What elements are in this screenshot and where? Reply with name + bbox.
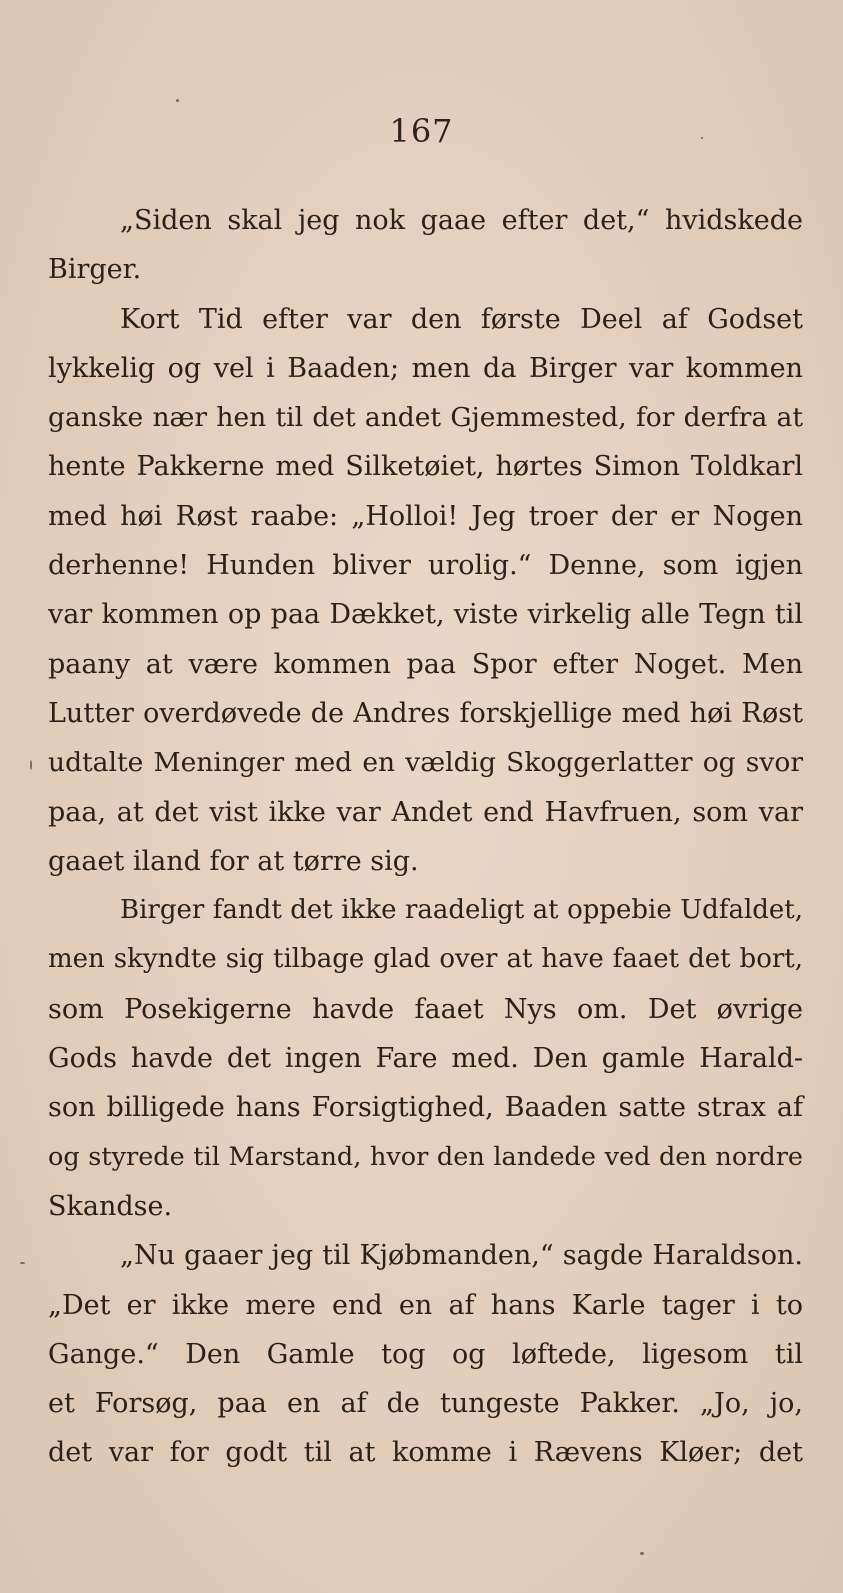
text-line: Skandse. — [48, 1190, 173, 1222]
text-line: „Nu gaaer jeg til Kjøbmanden,“ sagde Haraldson. — [120, 1240, 803, 1272]
text-line: udtalte Meninger med en vældig Skoggerlatter og svor — [48, 747, 803, 779]
text-line: med høi Røst raabe: „Holloi! Jeg troer der er Nogen — [48, 500, 803, 532]
text-line: et Forsøg, paa en af de tungeste Pakker. „Jo, jo, — [48, 1388, 803, 1420]
text-line: Birger. — [48, 254, 142, 286]
text-line: som Posekigerne havde faaet Nys om. Det øvrige — [48, 993, 803, 1025]
text-line: ganske nær hen til det andet Gjemmested, for derfra at — [48, 402, 803, 434]
text-line: „Det er ikke mere end en af hans Karle tager i to — [48, 1289, 803, 1321]
text-line: det var for godt til at komme i Rævens Kløer; det — [48, 1437, 803, 1469]
text-line: „Siden skal jeg nok gaae efter det,“ hvidskede — [120, 205, 803, 236]
text-line: hente Pakkerne med Silketøiet, hørtes Simon Toldkarl — [48, 451, 803, 483]
text-line: gaaet iland for at tørre sig. — [48, 845, 419, 877]
text-line: Gange.“ Den Gamle tog og løftede, ligesom til — [48, 1338, 803, 1370]
text-line: derhenne! Hunden bliver urolig.“ Denne, som igjen — [48, 550, 803, 582]
paper-speck — [640, 1552, 644, 1555]
text-line: men skyndte sig tilbage glad over at have faaet det bort, — [48, 944, 803, 975]
text-line: son billigede hans Forsigtighed, Baaden satte strax af — [48, 1092, 803, 1124]
text-line: lykkelig og vel i Baaden; men da Birger var kommen — [48, 352, 803, 384]
text-line: og styrede til Marstand, hvor den landede ved den nordre — [48, 1141, 803, 1172]
paper-speck — [30, 760, 32, 770]
paper-speck — [20, 1262, 25, 1264]
paper-speck — [701, 137, 703, 139]
text-line: var kommen op paa Dækket, viste virkelig alle Tegn til — [48, 599, 803, 631]
text-line: Gods havde det ingen Fare med. Den gamle Harald- — [48, 1043, 803, 1075]
body-text — [48, 196, 803, 1478]
text-line: paa, at det vist ikke var Andet end Havfruen, som var — [48, 796, 803, 828]
text-line: paany at være kommen paa Spor efter Noget. Men — [48, 648, 803, 680]
text-line: Kort Tid efter var den første Deel af Godset — [120, 303, 803, 335]
page-number: 167 — [389, 112, 454, 150]
paper-speck — [176, 99, 179, 102]
text-line: Birger fandt det ikke raadeligt at oppebie Udfaldet, — [120, 895, 803, 926]
text-line: Lutter overdøvede de Andres forskjellige med høi Røst — [48, 697, 803, 729]
